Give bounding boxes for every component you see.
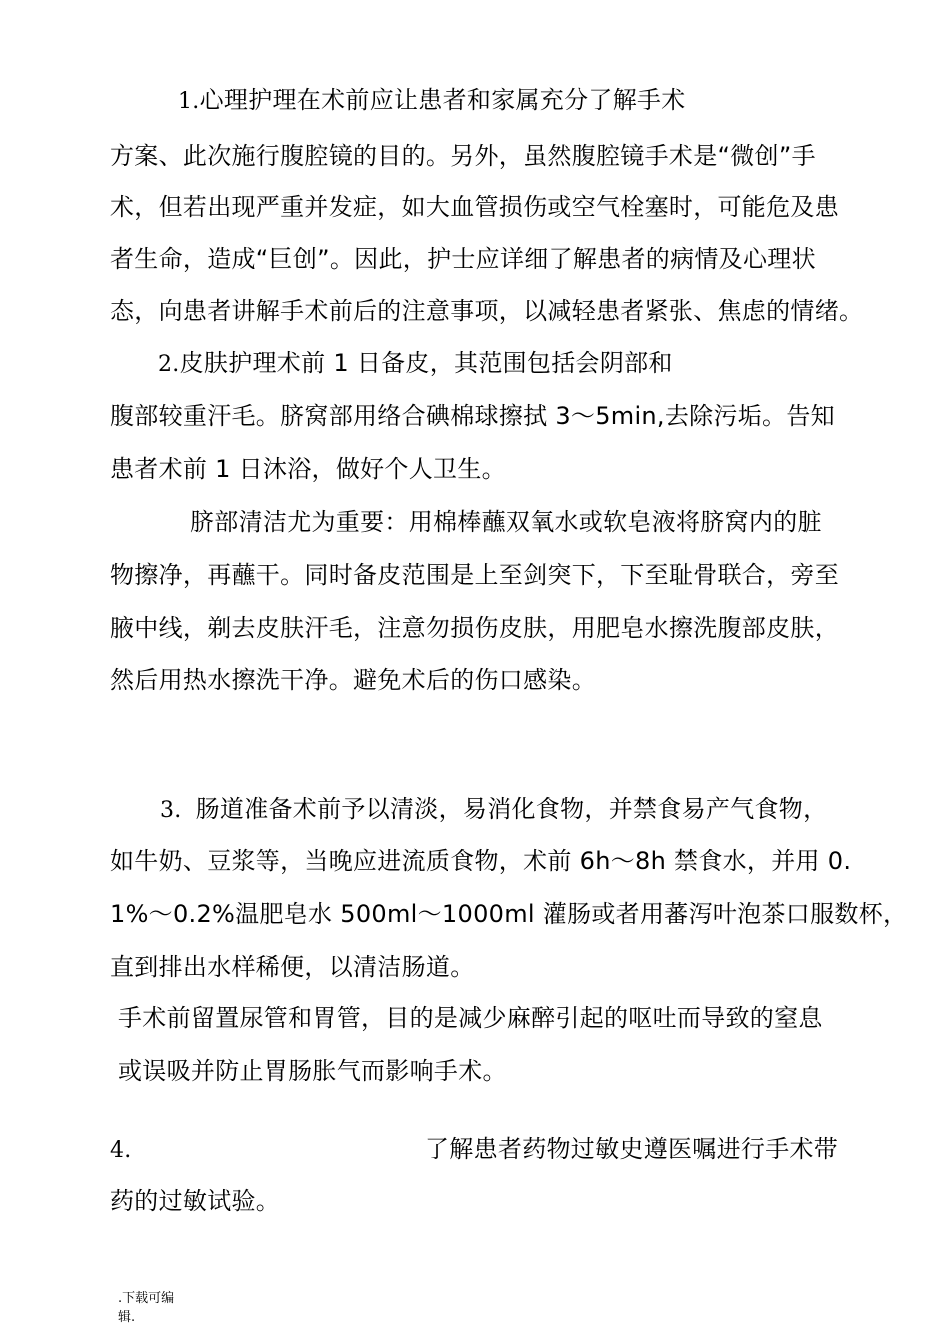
section-2-line-4: 脐部清洁尤为重要：用棉棒蘸双氧水或软皂液将脐窝内的脏 (190, 508, 822, 536)
section-1-line-1 (178, 84, 686, 118)
section-2-text-1: 皮肤护理术前 1 日备皮，其范围包括会阴部和 (179, 349, 673, 377)
section-2-number: 2. (158, 352, 180, 377)
section-1-line-3: 术，但若出现严重并发症，如大血管损伤或空气栓塞时，可能危及患 (110, 193, 839, 221)
section-2-line-3: 患者术前 1 日沐浴，做好个人卫生。 (110, 455, 506, 483)
section-3-line-2: 如牛奶、豆浆等，当晚应进流质食物，术前 6h～8h 禁食水，并用 0. (110, 847, 852, 875)
section-1-line-5: 态，向患者讲解手术前后的注意事项，以减轻患者紧张、焦虑的情绪。 (110, 297, 864, 325)
section-1-text-1: 心理护理在术前应让患者和家属充分了解手术 (199, 86, 686, 114)
section-3-line-6: 或误吸并防止胃肠胀气而影响手术。 (118, 1057, 507, 1085)
section-2-line-1 (158, 347, 673, 381)
section-2-line-5: 物擦净，再蘸干。同时备皮范围是上至剑突下，下至耻骨联合，旁至 (110, 561, 839, 589)
section-4-number-line (110, 1133, 132, 1167)
section-3-number: 3. (160, 798, 182, 823)
section-1-line-4: 者生命，造成“巨创”。因此，护士应详细了解患者的病情及心理状 (110, 245, 816, 273)
section-3-text-1: 肠道准备术前予以清淡，易消化食物，并禁食易产气食物， (195, 795, 828, 823)
section-1-number: 1. (178, 89, 200, 114)
footer-note (118, 1289, 174, 1327)
section-3-line-4: 直到排出水样稀便，以清洁肠道。 (110, 953, 475, 981)
section-2-line-2: 腹部较重汗毛。脐窝部用络合碘棉球擦拭 3～5min,去除污垢。告知 (110, 402, 835, 430)
section-4-number: 4. (110, 1138, 132, 1163)
section-3-line-1 (160, 793, 827, 827)
section-4-line-2: 药的过敏试验。 (110, 1187, 281, 1215)
section-2-line-7: 然后用热水擦洗干净。避免术后的伤口感染。 (110, 666, 596, 694)
section-1-line-2: 方案、此次施行腹腔镜的目的。另外，虽然腹腔镜手术是“微创”手 (110, 142, 816, 170)
section-2-line-6: 腋中线，剃去皮肤汗毛，注意勿损伤皮肤，用肥皂水擦洗腹部皮肤， (110, 614, 839, 642)
section-3-line-3: 1%～0.2%温肥皂水 500ml～1000ml 灌肠或者用蕃泻叶泡茶口服数杯， (110, 900, 908, 928)
footer-line-2: 辑. (118, 1310, 136, 1325)
section-4-line-1: 了解患者药物过敏史遵医嘱进行手术带 (425, 1135, 839, 1163)
footer-line-1: .下载可编 (118, 1291, 175, 1306)
section-3-line-5: 手术前留置尿管和胃管，目的是减少麻醉引起的呕吐而导致的窒息 (118, 1004, 823, 1032)
